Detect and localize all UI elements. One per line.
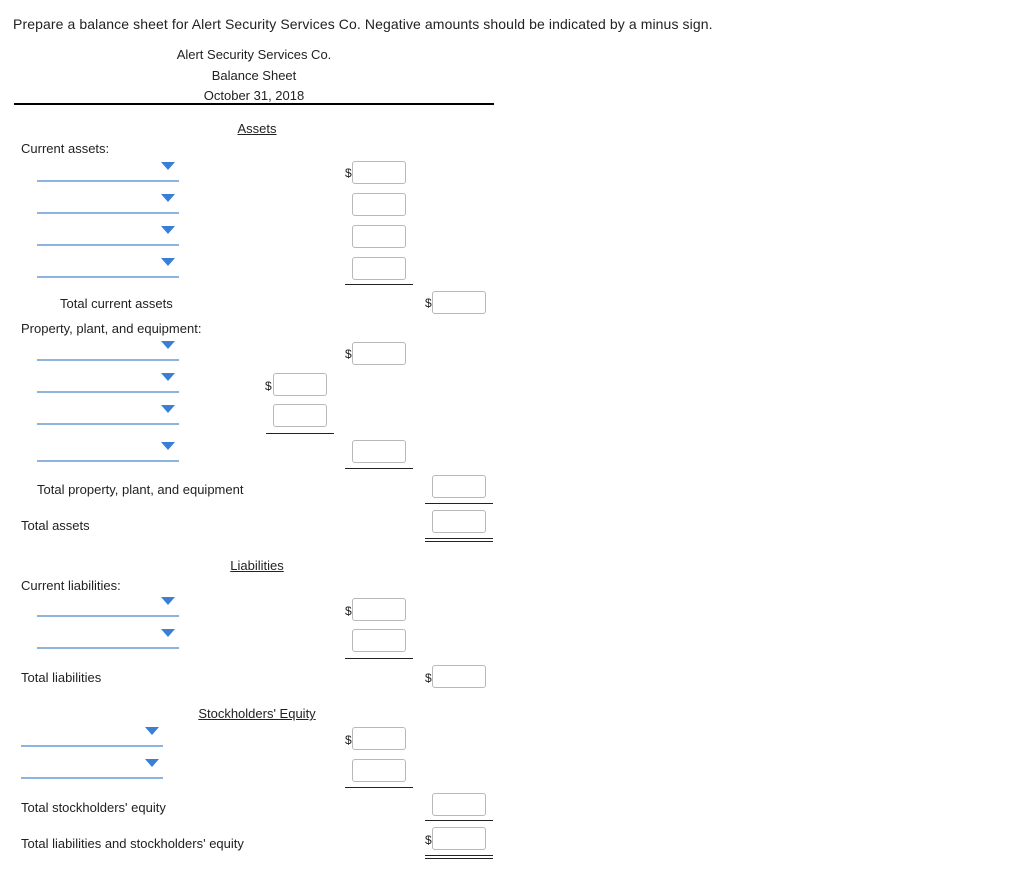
dollar-sign: $	[425, 671, 432, 685]
double-rule	[425, 538, 493, 542]
double-rule	[425, 855, 493, 859]
equity-heading: Stockholders' Equity	[198, 706, 316, 721]
total-current-assets-label: Total current assets	[60, 296, 173, 311]
subtotal-rule	[345, 658, 413, 659]
total-current-assets-amount[interactable]	[432, 291, 486, 314]
header-divider	[14, 103, 494, 105]
current-liability-dropdown-2[interactable]	[37, 625, 179, 649]
ppe-dropdown-1[interactable]	[37, 337, 179, 361]
statement-title: Balance Sheet	[211, 68, 297, 83]
total-liab-equity-label: Total liabilities and stockholders' equity	[21, 836, 244, 851]
subtotal-rule	[345, 787, 413, 788]
equity-dropdown-2[interactable]	[21, 755, 163, 779]
total-equity-amount[interactable]	[432, 793, 486, 816]
statement-date: October 31, 2018	[203, 88, 305, 103]
current-assets-label: Current assets:	[21, 141, 110, 156]
chevron-down-icon	[161, 226, 175, 234]
chevron-down-icon	[161, 597, 175, 605]
company-name: Alert Security Services Co.	[176, 47, 332, 62]
total-ppe-amount[interactable]	[432, 475, 486, 498]
chevron-down-icon	[161, 341, 175, 349]
chevron-down-icon	[161, 258, 175, 266]
ppe-cost-amount[interactable]	[273, 373, 327, 396]
ppe-net-amount[interactable]	[352, 440, 406, 463]
total-liabilities-amount[interactable]	[432, 665, 486, 688]
current-asset-amount-1[interactable]	[352, 161, 406, 184]
chevron-down-icon	[145, 759, 159, 767]
total-liab-equity-amount[interactable]	[432, 827, 486, 850]
equity-dropdown-1[interactable]	[21, 723, 163, 747]
current-asset-amount-4[interactable]	[352, 257, 406, 280]
current-liability-amount-1[interactable]	[352, 598, 406, 621]
chevron-down-icon	[161, 194, 175, 202]
current-asset-amount-3[interactable]	[352, 225, 406, 248]
dollar-sign: $	[265, 379, 272, 393]
total-assets-label: Total assets	[21, 518, 90, 533]
subtotal-rule	[425, 820, 493, 821]
subtotal-rule	[345, 284, 413, 285]
liabilities-heading: Liabilities	[230, 558, 284, 573]
total-equity-label: Total stockholders' equity	[21, 800, 166, 815]
total-ppe-label: Total property, plant, and equipment	[37, 482, 244, 497]
current-liabilities-label: Current liabilities:	[21, 578, 121, 593]
subtotal-rule	[345, 468, 413, 469]
dollar-sign: $	[345, 733, 352, 747]
chevron-down-icon	[145, 727, 159, 735]
total-liabilities-label: Total liabilities	[21, 670, 102, 685]
assets-heading: Assets	[237, 121, 277, 136]
chevron-down-icon	[161, 162, 175, 170]
dollar-sign: $	[345, 604, 352, 618]
equity-amount-2[interactable]	[352, 759, 406, 782]
ppe-dropdown-4[interactable]	[37, 438, 179, 462]
dollar-sign: $	[425, 296, 432, 310]
current-liability-dropdown-1[interactable]	[37, 593, 179, 617]
equity-amount-1[interactable]	[352, 727, 406, 750]
ppe-dropdown-2[interactable]	[37, 369, 179, 393]
ppe-label: Property, plant, and equipment:	[21, 321, 202, 336]
dollar-sign: $	[345, 166, 352, 180]
current-liability-amount-2[interactable]	[352, 629, 406, 652]
dollar-sign: $	[425, 833, 432, 847]
subtotal-rule	[425, 503, 493, 504]
dollar-sign: $	[345, 347, 352, 361]
current-asset-dropdown-4[interactable]	[37, 254, 179, 278]
current-asset-amount-2[interactable]	[352, 193, 406, 216]
chevron-down-icon	[161, 442, 175, 450]
ppe-amount-1[interactable]	[352, 342, 406, 365]
instructions-text: Prepare a balance sheet for Alert Security Services Co. Negative amounts should be indicated by a minus sign.	[13, 16, 713, 32]
subtotal-rule	[266, 433, 334, 434]
current-asset-dropdown-2[interactable]	[37, 190, 179, 214]
chevron-down-icon	[161, 629, 175, 637]
ppe-accum-depreciation-amount[interactable]	[273, 404, 327, 427]
total-assets-amount[interactable]	[432, 510, 486, 533]
current-asset-dropdown-1[interactable]	[37, 158, 179, 182]
ppe-dropdown-3[interactable]	[37, 401, 179, 425]
chevron-down-icon	[161, 373, 175, 381]
chevron-down-icon	[161, 405, 175, 413]
current-asset-dropdown-3[interactable]	[37, 222, 179, 246]
